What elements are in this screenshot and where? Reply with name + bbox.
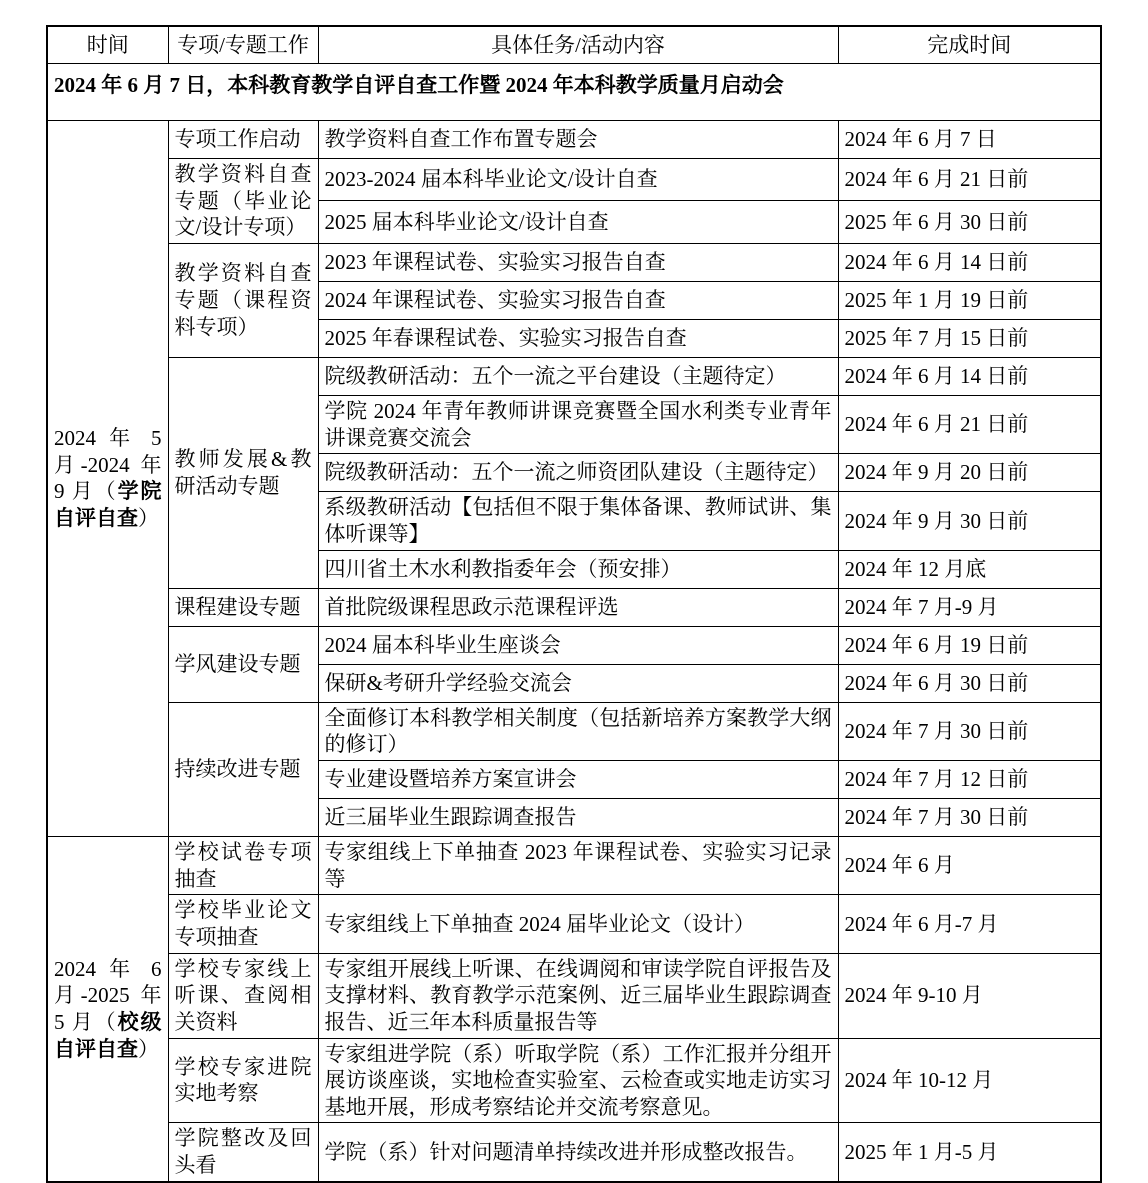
header-task: 具体任务/活动内容 <box>318 26 838 64</box>
table-row <box>47 836 1101 894</box>
time-period-prefix: 2024 年 6 月-2025 年 5 月（ <box>54 956 162 1034</box>
task-cell: 2025 届本科毕业论文/设计自查 <box>318 201 838 243</box>
deadline-cell: 2024 年 6 月 14 日前 <box>838 243 1101 281</box>
task-cell: 系级教研活动【包括但不限于集体备课、教师试讲、集体听课等】 <box>318 492 838 550</box>
table-row <box>47 953 1101 1038</box>
topic-cell: 教学资料自查专题（课程资料专项） <box>168 243 318 357</box>
deadline-cell: 2024 年 6 月 7 日 <box>838 121 1101 159</box>
deadline-cell: 2024 年 7 月 30 日前 <box>838 702 1101 760</box>
topic-cell: 学校专家进院实地考察 <box>168 1038 318 1123</box>
deadline-cell: 2024 年 9 月 20 日前 <box>838 454 1101 492</box>
task-cell: 保研&考研升学经验交流会 <box>318 664 838 702</box>
topic-cell: 教师发展&教研活动专题 <box>168 357 318 588</box>
table-row <box>47 1038 1101 1123</box>
task-cell: 全面修订本科教学相关制度（包括新培养方案教学大纲的修订） <box>318 702 838 760</box>
deadline-cell: 2024 年 6 月 19 日前 <box>838 626 1101 664</box>
kickoff-row <box>47 64 1101 121</box>
table-row <box>47 895 1101 953</box>
task-cell: 2024 届本科毕业生座谈会 <box>318 626 838 664</box>
table-row <box>47 357 1101 395</box>
task-cell: 教学资料自查工作布置专题会 <box>318 121 838 159</box>
topic-cell: 学院整改及回头看 <box>168 1123 318 1182</box>
topic-cell: 学风建设专题 <box>168 626 318 702</box>
time-period-bold: 校级自评自查 <box>54 1009 162 1061</box>
task-cell: 2024 年课程试卷、实验实习报告自查 <box>318 281 838 319</box>
schedule-table <box>46 25 1102 1183</box>
header-topic: 专项/专题工作 <box>168 26 318 64</box>
deadline-cell: 2024 年 6 月-7 月 <box>838 895 1101 953</box>
task-cell: 近三届毕业生跟踪调查报告 <box>318 798 838 836</box>
header-row <box>47 26 1101 64</box>
deadline-cell: 2024 年 12 月底 <box>838 550 1101 588</box>
task-cell: 专家组开展线上听课、在线调阅和审读学院自评报告及支撑材料、教育教学示范案例、近三届毕业生跟踪调查报告、近三年本科质量报告等 <box>318 953 838 1038</box>
topic-cell: 学校试卷专项抽查 <box>168 836 318 894</box>
topic-cell: 持续改进专题 <box>168 702 318 836</box>
task-cell: 院级教研活动：五个一流之师资团队建设（主题待定） <box>318 454 838 492</box>
time-period-cell <box>47 836 168 1181</box>
task-cell: 专业建设暨培养方案宣讲会 <box>318 760 838 798</box>
deadline-cell: 2024 年 9 月 30 日前 <box>838 492 1101 550</box>
table-row <box>47 121 1101 159</box>
table-row <box>47 702 1101 760</box>
table-row <box>47 626 1101 664</box>
deadline-cell: 2024 年 6 月 21 日前 <box>838 395 1101 453</box>
header-deadline: 完成时间 <box>838 26 1101 64</box>
topic-cell: 学校毕业论文专项抽查 <box>168 895 318 953</box>
deadline-cell: 2024 年 6 月 <box>838 836 1101 894</box>
task-cell: 首批院级课程思政示范课程评选 <box>318 588 838 626</box>
time-period-bold: 学院自评自查 <box>54 479 162 531</box>
deadline-cell: 2024 年 6 月 30 日前 <box>838 664 1101 702</box>
deadline-cell: 2025 年 7 月 15 日前 <box>838 319 1101 357</box>
kickoff-event-text: 2024 年 6 月 7 日，本科教育教学自评自查工作暨 2024 年本科教学质量月启动会 <box>47 64 1101 121</box>
topic-cell: 课程建设专题 <box>168 588 318 626</box>
task-cell: 2023 年课程试卷、实验实习报告自查 <box>318 243 838 281</box>
task-cell: 院级教研活动：五个一流之平台建设（主题待定） <box>318 357 838 395</box>
schedule-document <box>46 25 1102 1183</box>
task-cell: 专家组进学院（系）听取学院（系）工作汇报并分组开展访谈座谈，实地检查实验室、云检查或实地走访实习基地开展，形成考察结论并交流考察意见。 <box>318 1038 838 1123</box>
header-time: 时间 <box>47 26 168 64</box>
deadline-cell: 2024 年 10-12 月 <box>838 1038 1101 1123</box>
topic-cell: 专项工作启动 <box>168 121 318 159</box>
table-row <box>47 588 1101 626</box>
topic-cell: 学校专家线上听课、查阅相关资料 <box>168 953 318 1038</box>
deadline-cell: 2024 年 9-10 月 <box>838 953 1101 1038</box>
task-cell: 学院（系）针对问题清单持续改进并形成整改报告。 <box>318 1123 838 1182</box>
task-cell: 专家组线上下单抽查 2023 年课程试卷、实验实习记录等 <box>318 836 838 894</box>
table-row <box>47 243 1101 281</box>
task-cell: 专家组线上下单抽查 2024 届毕业论文（设计） <box>318 895 838 953</box>
table-row <box>47 1123 1101 1182</box>
deadline-cell: 2025 年 6 月 30 日前 <box>838 201 1101 243</box>
topic-cell: 教学资料自查专题（毕业论文/设计专项） <box>168 159 318 244</box>
task-cell: 2025 年春课程试卷、实验实习报告自查 <box>318 319 838 357</box>
time-period-suffix: ） <box>138 1036 159 1061</box>
deadline-cell: 2024 年 7 月 30 日前 <box>838 798 1101 836</box>
deadline-cell: 2024 年 6 月 14 日前 <box>838 357 1101 395</box>
task-cell: 学院 2024 年青年教师讲课竞赛暨全国水利类专业青年讲课竞赛交流会 <box>318 395 838 453</box>
time-period-prefix: 2024 年 5 月-2024 年 9 月（ <box>54 426 162 504</box>
deadline-cell: 2024 年 7 月-9 月 <box>838 588 1101 626</box>
deadline-cell: 2025 年 1 月 19 日前 <box>838 281 1101 319</box>
deadline-cell: 2024 年 6 月 21 日前 <box>838 159 1101 201</box>
time-period-suffix: ） <box>138 506 159 531</box>
deadline-cell: 2025 年 1 月-5 月 <box>838 1123 1101 1182</box>
time-period-cell <box>47 121 168 837</box>
table-row <box>47 159 1101 201</box>
deadline-cell: 2024 年 7 月 12 日前 <box>838 760 1101 798</box>
task-cell: 四川省土木水利教指委年会（预安排） <box>318 550 838 588</box>
task-cell: 2023-2024 届本科毕业论文/设计自查 <box>318 159 838 201</box>
